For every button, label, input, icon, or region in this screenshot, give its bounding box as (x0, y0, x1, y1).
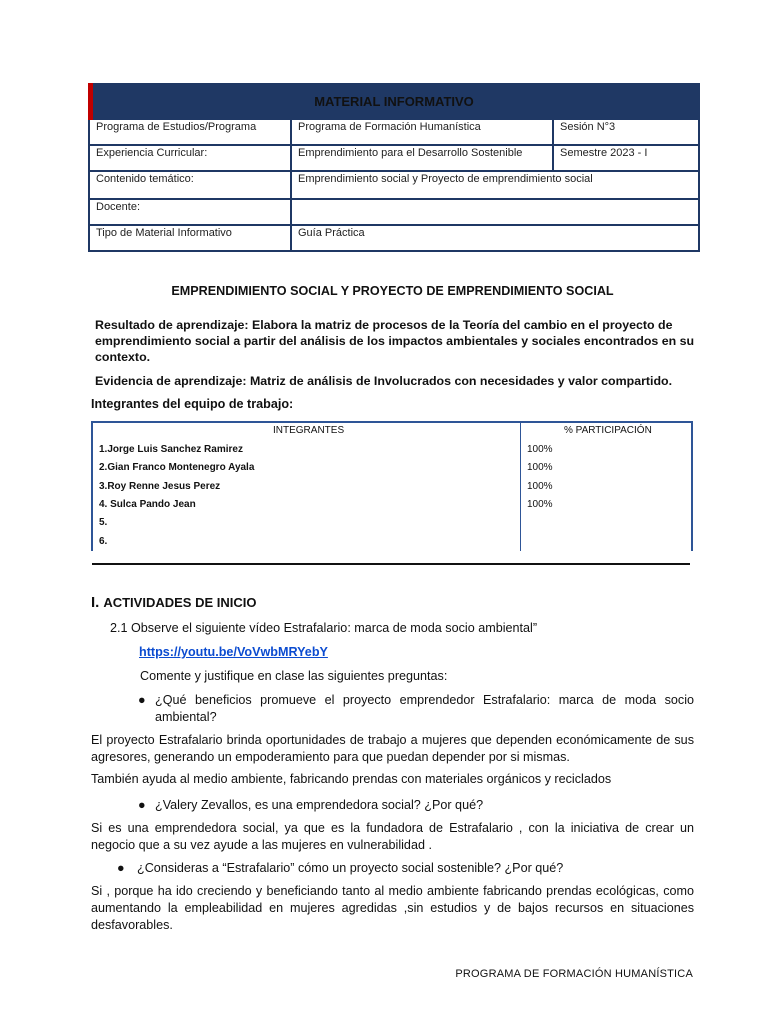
answer-1b: También ayuda al medio ambiente, fabricando prendas con materiales orgánicos y reciclados (91, 772, 612, 786)
header-value: Guía Práctica (292, 226, 700, 252)
header-label: Experiencia Curricular: (88, 146, 292, 172)
header-value: Emprendimiento social y Proyecto de emprendimiento social (292, 172, 700, 200)
header-label: Tipo de Material Informativo (88, 226, 292, 252)
team-table (91, 421, 693, 551)
header-row-contenido (88, 172, 700, 200)
instruction-text: Comente y justifique en clase las siguientes preguntas: (140, 669, 448, 683)
footer-text: PROGRAMA DE FORMACIÓN HUMANÍSTICA (455, 968, 693, 980)
learning-outcome-text: Elabora la matriz de procesos de la Teoría del cambio en el proyecto de emprendimiento social a partir del análisis de los impactos ambientales y sociales encontrados en su contexto. (95, 318, 695, 364)
header-extra: Sesión N°3 (554, 120, 700, 146)
team-member-name: 2.Gian Franco Montenegro Ayala (99, 462, 255, 473)
bullet-icon: ● (138, 693, 146, 707)
team-col-header-name: INTEGRANTES (273, 425, 345, 436)
answer-3: Si , porque ha ido creciendo y beneficiando tanto al medio ambiente fabricando prendas ecológicas, como aumentando la empleabilidad en mujeres agredidas ,sin estudios y de bajos recursos en situaciones desfavorables. (91, 884, 694, 932)
team-member-name: 6. (99, 536, 108, 547)
bullet-icon: ● (138, 798, 146, 812)
header-title-bar (88, 83, 700, 120)
team-member-pct: 100% (527, 462, 553, 473)
answer-2: Si es una emprendedora social, ya que es la fundadora de Estrafalario , con la iniciativa de crear un negocio que a su vez ayude a las mujeres en vulnerabilidad . (91, 821, 694, 852)
learning-evidence-label: Evidencia de aprendizaje: (95, 374, 247, 388)
bullet-icon: ● (117, 861, 125, 875)
learning-evidence (95, 373, 695, 389)
learning-outcome (95, 317, 695, 365)
activity-item: 2.1 Observe el siguiente vídeo Estrafalario: marca de moda socio ambiental” (110, 621, 538, 635)
header-label: Programa de Estudios/Programa (88, 120, 292, 146)
team-member-name: 1.Jorge Luis Sanchez Ramirez (99, 444, 243, 455)
header-table (88, 83, 700, 252)
team-col-header-pct: % PARTICIPACIÓN (564, 425, 652, 436)
question-2-text: ¿Valery Zevallos, es una emprendedora social? ¿Por qué? (155, 798, 484, 812)
header-title: MATERIAL INFORMATIVO (314, 94, 474, 109)
header-accent-stripe (88, 83, 93, 120)
learning-outcome-label: Resultado de aprendizaje: (95, 318, 249, 332)
team-table-divider (520, 423, 521, 551)
section-heading (91, 594, 256, 611)
video-link[interactable]: https://youtu.be/VoVwbMRYebY (139, 645, 328, 659)
document-title: EMPRENDIMIENTO SOCIAL Y PROYECTO DE EMPRENDIMIENTO SOCIAL (171, 284, 614, 298)
team-member-pct: 100% (527, 444, 553, 455)
team-member-pct: 100% (527, 481, 553, 492)
team-member-pct: 100% (527, 499, 553, 510)
team-label: Integrantes del equipo de trabajo: (91, 397, 294, 411)
answer-1: El proyecto Estrafalario brinda oportunidades de trabajo a mujeres que dependen económicamente de sus agresores, generando un empoderamiento para que puedan depender por si mismas. (91, 733, 694, 764)
header-value (292, 200, 700, 226)
header-row-programa (88, 120, 700, 146)
header-value: Programa de Formación Humanística (292, 120, 554, 146)
question-3-text: ¿Consideras a “Estrafalario” cómo un proyecto social sostenible? ¿Por qué? (137, 861, 564, 875)
horizontal-rule (92, 563, 690, 565)
question-1-text: ¿Qué beneficios promueve el proyecto emprendedor Estrafalario: marca de moda socio ambiental? (155, 693, 694, 724)
section-numeral: I. (91, 594, 100, 611)
team-member-name: 4. Sulca Pando Jean (99, 499, 196, 510)
header-label: Contenido temático: (88, 172, 292, 200)
question-3 (117, 860, 694, 877)
header-row-experiencia (88, 146, 700, 172)
team-member-name: 3.Roy Renne Jesus Perez (99, 481, 221, 492)
question-1 (138, 692, 694, 726)
team-member-name: 5. (99, 517, 108, 528)
section-title: ACTIVIDADES DE INICIO (103, 595, 257, 610)
header-label: Docente: (88, 200, 292, 226)
question-2 (138, 797, 694, 814)
header-extra: Semestre 2023 - I (554, 146, 700, 172)
learning-evidence-text: Matriz de análisis de Involucrados con necesidades y valor compartido. (249, 374, 673, 388)
header-row-tipo (88, 226, 700, 252)
header-row-docente (88, 200, 700, 226)
header-value: Emprendimiento para el Desarrollo Sostenible (292, 146, 554, 172)
